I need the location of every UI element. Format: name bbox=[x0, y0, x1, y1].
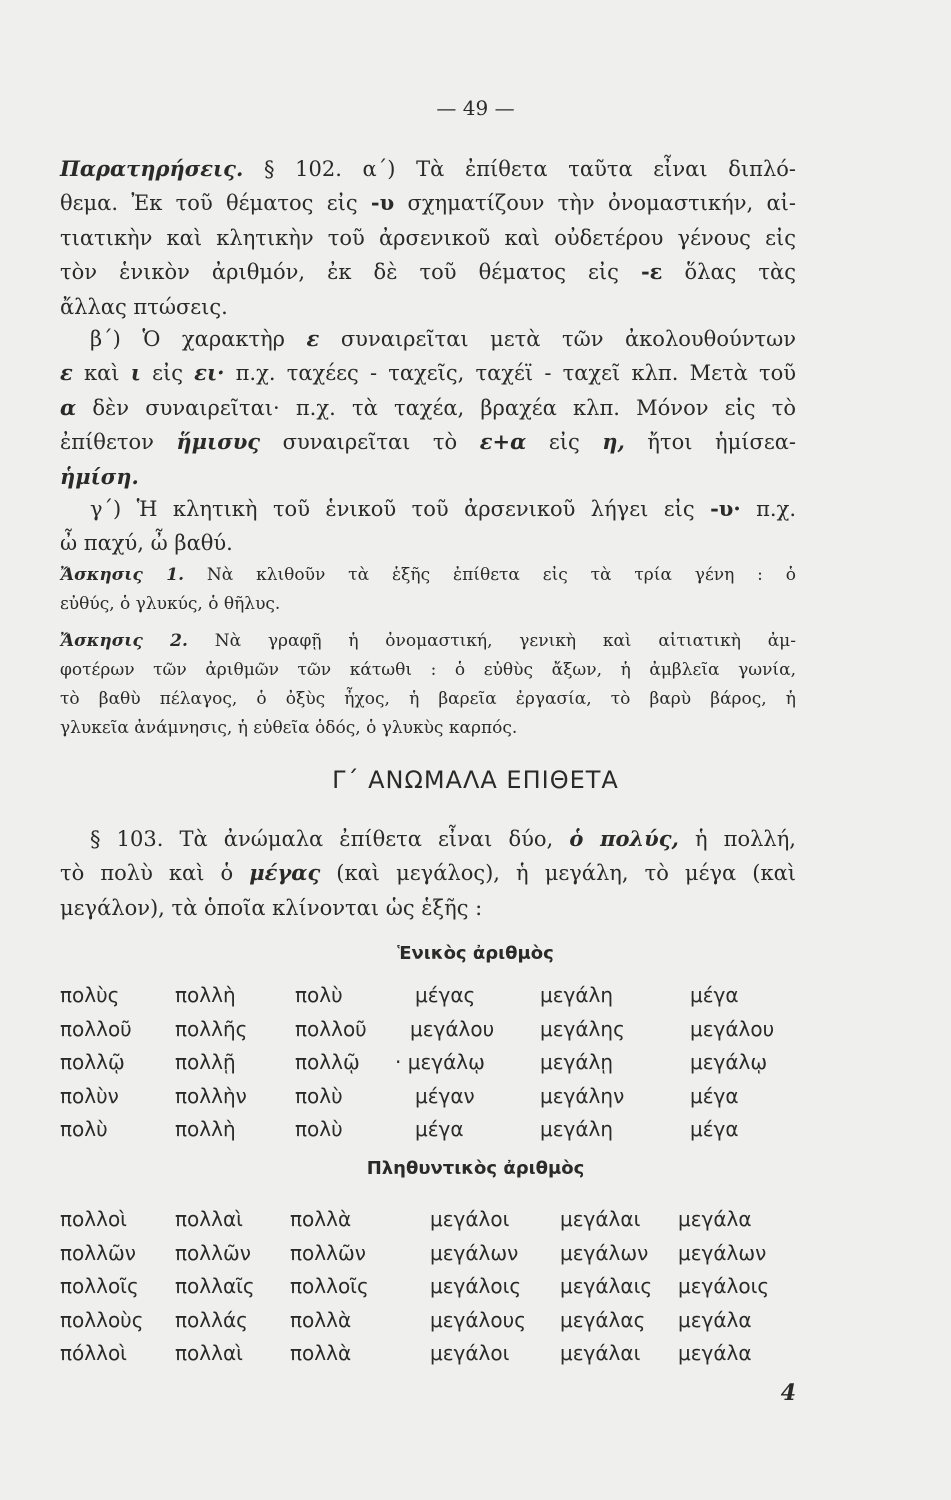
text-line: ε καὶ ι εἰς ει· π.χ. ταχέες - ταχεῖς, ταχέϊ - ταχεῖ κλπ. Μετὰ τοῦ bbox=[60, 360, 796, 386]
text-line: α δὲν συναιρεῖται· π.χ. τὰ ταχέα, βραχέα κλπ. Μόνον εἰς τὸ bbox=[60, 394, 796, 420]
exercise-1 bbox=[60, 561, 796, 619]
text-line: τὸ βαθὺ πέλαγος, ὁ ὀξὺς ἦχος, ἡ βαρεῖα ἐργασία, τὸ βαρὺ βάρος, ἡ bbox=[60, 689, 796, 709]
text-line: γ΄) Ἡ κλητικὴ τοῦ ἑνικοῦ τοῦ ἀρσενικοῦ λήγει εἰς -υ· π.χ. bbox=[90, 496, 796, 521]
paragraph-102a bbox=[60, 152, 796, 324]
text-line: φοτέρων τῶν ἀριθμῶν τῶν κάτωθι : ὁ εὐθὺς ἄξων, ἡ ἀμβλεῖα γωνία, bbox=[60, 660, 796, 680]
paragraph-102b bbox=[60, 322, 796, 494]
text-line: Παρατηρήσεις. § 102. α΄) Τὰ ἐπίθετα ταῦτα εἶναι διπλό- bbox=[60, 156, 796, 181]
text-line: β΄) Ὁ χαρακτὴρ ε συναιρεῖται μετὰ τῶν ἀκολουθούντων bbox=[90, 326, 796, 351]
text-line: εὐθύς, ὁ γλυκύς, ὁ θῆλυς. bbox=[60, 594, 281, 614]
text-line: ἡμίση. bbox=[60, 463, 139, 489]
paragraph-103 bbox=[60, 822, 796, 925]
text-line: ἄλλας πτώσεις. bbox=[60, 294, 228, 319]
book-page: — 49 — Παρατηρήσεις. § 102. α΄) Τὰ ἐπίθετα ταῦτα εἶναι διπλό- θεμα. Ἐκ τοῦ θέματος εἰς -υ σχηματίζουν τὴν ὀνομαστικήν, αἰ- τιατικὴν καὶ κλητικὴν τοῦ ἀρσενικοῦ καὶ οὐδετέρου γένους εἰς τὸν ἑνικὸν ἀριθμόν, ἐκ δὲ τοῦ θέματος εἰς -ε ὅλας τὰς ἄλλας πτώσεις. β΄) Ὁ χαρακτὴρ ε συναιρεῖται μετὰ τῶν ἀκολουθούντων ε καὶ ι εἰς ει· π.χ. ταχέες - ταχεῖς, ταχέϊ - ταχεῖ κλπ. Μετὰ τοῦ α δὲν συναιρεῖται· π.χ. τὰ ταχέα, βραχέα κλπ. Μόνον εἰς τὸ ἐπίθετον ἥμισυς συναιρεῖται τὸ ε+α εἰς η, ἤτοι ἡμίσεα- ἡμίση. γ΄) Ἡ κλητικὴ τοῦ ἑνικοῦ τοῦ ἀρσενικοῦ λήγει εἰς -υ· π.χ. ὦ παχύ, ὦ βαθύ. Ἄσκησις 1. Νὰ κλιθοῦν τὰ ἑξῆς ἐπίθετα εἰς τὰ τρία γένη : ὁ εὐθύς, ὁ γλυκύς, ὁ θῆλυς. Ἄσκησις 2. Νὰ γραφῇ ἡ ὀνομαστική, γενικὴ καὶ αἰτιατικὴ ἀμ- φοτέρων τῶν ἀριθμῶν τῶν κάτωθι : ὁ εὐθὺς ἄξων, ἡ ἀμβλεῖα γωνία, τὸ βαθὺ πέλαγος, ὁ ὀξὺς ἦχος, ἡ βαρεῖα ἐργασία, τὸ βαρὺ βάρος, ἡ γλυκεῖα ἀνάμνησις, ἡ εὐθεῖα ὁδός, ὁ γλυκὺς καρπός. Γ΄ ΑΝΩΜΑΛΑ ΕΠΙΘΕΤΑ § 103. Τὰ ἀνώμαλα ἐπίθετα εἶναι δύο, ὁ πολύς, ἡ πολλή, τὸ πολὺ καὶ ὁ μέγας (καὶ μεγάλος), ἡ μεγάλη, τὸ μέγα (καὶ μεγάλον), τὰ ὁποῖα κλίνονται ὡς ἑξῆς : Ἑνικὸς ἀριθμὸς πολὺς πολλὴ πολὺ μέγας μεγάλη μέγα πολλοῦ πολλῆς πολλοῦ μεγάλου μεγάλης μεγάλου πολλῷ πολλῇ πολλῷ · μεγάλῳ μεγάλῃ μεγάλῳ πολὺν πολλὴν πολὺ μέγαν μεγάλην μέγα πολὺ πολλὴ πολὺ μέγα μεγάλη μέγα Πληθυντικὸς ἀριθμὸς πολλοὶ πολλαὶ πολλὰ μεγάλοι μεγάλαι μεγάλα πολλῶν πολλῶν πολλῶν μεγάλων μεγάλων μεγάλων πολλοῖς πολλαῖς πολλοῖς μεγάλοις μεγάλαις μεγάλοις πολλοὺς πολλάς πολλὰ μεγάλους μεγάλας μεγάλα πόλλοὶ πολλαὶ πολλὰ μεγάλοι μεγάλαι μεγάλα 4 bbox=[0, 0, 951, 1500]
text-line: τὸν ἑνικὸν ἀριθμόν, ἐκ δὲ τοῦ θέματος εἰς -ε ὅλας τὰς bbox=[60, 259, 796, 285]
text-line: ὦ παχύ, ὦ βαθύ. bbox=[60, 531, 233, 556]
text-line: τιατικὴν καὶ κλητικὴν τοῦ ἀρσενικοῦ καὶ οὐδετέρου γένους εἰς bbox=[60, 225, 796, 250]
text-line: μεγάλον), τὰ ὁποῖα κλίνονται ὡς ἑξῆς : bbox=[60, 895, 483, 920]
signature-mark: 4 bbox=[780, 1380, 796, 1406]
page-number: — 49 — bbox=[436, 96, 515, 120]
text-line: Ἄσκησις 1. Νὰ κλιθοῦν τὰ ἑξῆς ἐπίθετα εἰς τὰ τρία γένη : ὁ bbox=[60, 565, 796, 585]
text-line: γλυκεῖα ἀνάμνησις, ἡ εὐθεῖα ὁδός, ὁ γλυκὺς καρπός. bbox=[60, 718, 518, 738]
text-line: τὸ πολὺ καὶ ὁ μέγας (καὶ μεγάλος), ἡ μεγάλη, τὸ μέγα (καὶ bbox=[60, 860, 796, 886]
plural-heading: Πληθυντικὸς ἀριθμὸς bbox=[366, 1158, 585, 1179]
text-line: ἐπίθετον ἥμισυς συναιρεῖται τὸ ε+α εἰς η, ἤτοι ἡμίσεα- bbox=[60, 429, 796, 455]
exercise-2 bbox=[60, 627, 796, 743]
text-line: Ἄσκησις 2. Νὰ γραφῇ ἡ ὀνομαστική, γενικὴ καὶ αἰτιατικὴ ἀμ- bbox=[60, 631, 796, 651]
section-heading: Γ΄ ΑΝΩΜΑΛΑ ΕΠΙΘΕΤΑ bbox=[332, 766, 619, 794]
text-line: θεμα. Ἐκ τοῦ θέματος εἰς -υ σχηματίζουν τὴν ὀνομαστικήν, αἰ- bbox=[60, 190, 796, 216]
text-line: § 103. Τὰ ἀνώμαλα ἐπίθετα εἶναι δύο, ὁ πολύς, ἡ πολλή, bbox=[90, 826, 796, 851]
paragraph-102c bbox=[60, 492, 796, 561]
singular-heading: Ἑνικὸς ἀριθμὸς bbox=[397, 943, 554, 964]
